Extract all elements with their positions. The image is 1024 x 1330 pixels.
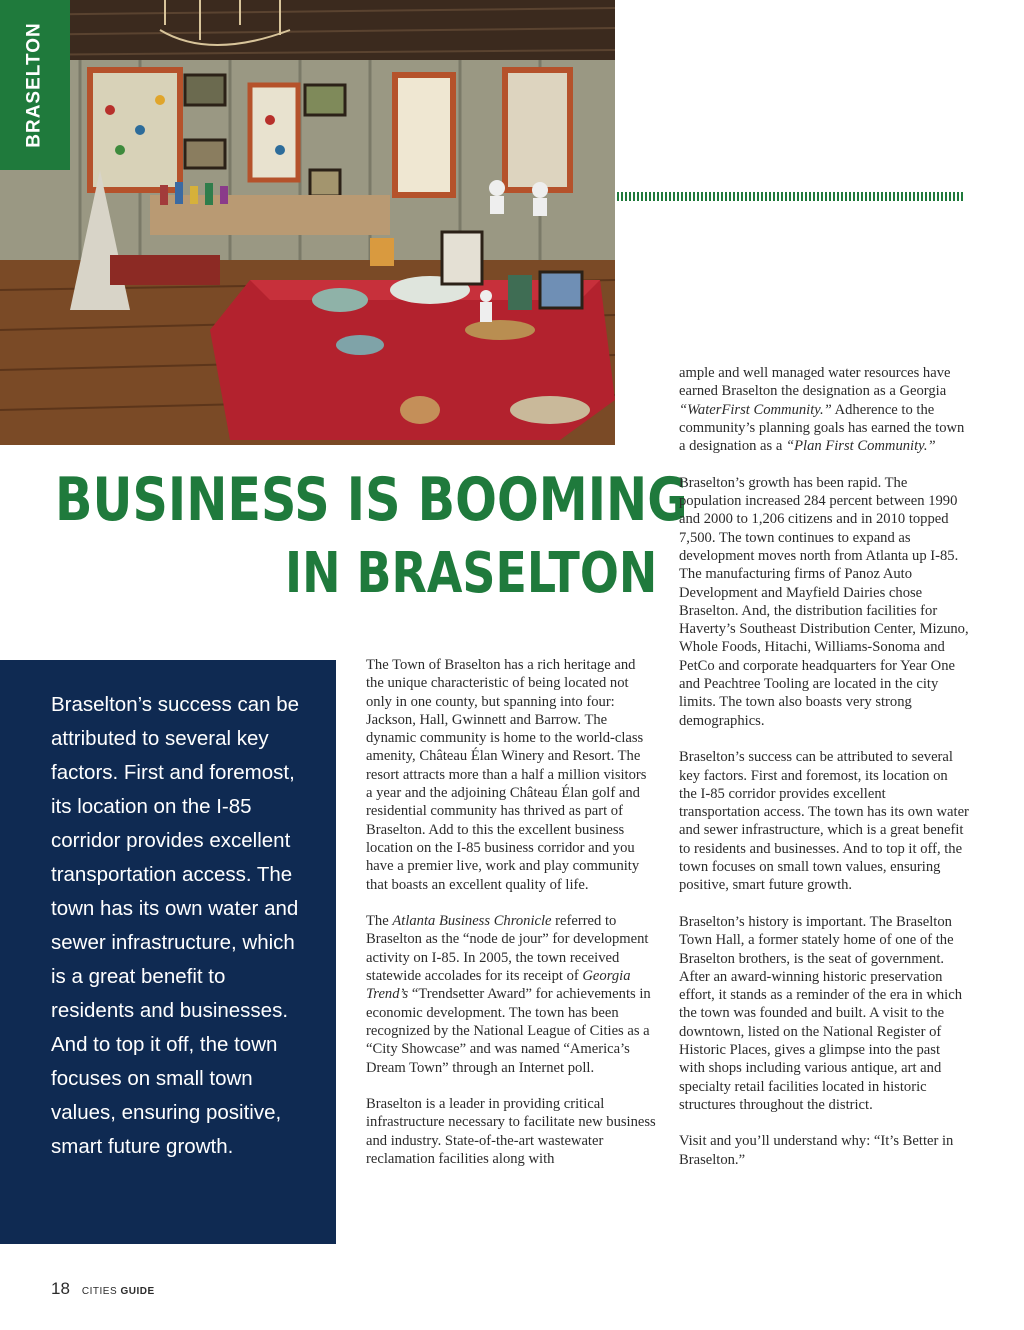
paragraph: Braselton’s history is important. The Braselton Town Hall, a former stately home of one of the Braselton brothers, is the seat of government. After an award-winning historic preservation effort, it stands as a reminder of the era in which the town was founded and built. A visit to the downtown, listed on the National Register of Historic Places, gives a glimpse into the past with shops including various antique, art and specialty retail facilities located in historic structures throughout the district. <box>679 913 962 1113</box>
article-headline <box>55 465 688 606</box>
publication-name: Georgia Trend’s <box>366 968 631 1003</box>
decorative-dashed-rule <box>617 192 963 201</box>
designation-name: “Plan First Community.” <box>786 438 936 455</box>
paragraph: Braselton’s success can be attributed to several key factors. First and foremost, its location on the I-85 corridor provides excellent transportation access. The town has its own water and sewer infrastructure, which is a great benefit to residents and businesses. And to top it off, the town focuses on small town values, ensuring positive, smart future growth. <box>679 749 969 894</box>
pull-quote-text: Braselton’s success can be attributed to several key factors. First and foremost, its location on the I-85 corridor provides excellent transportation access. The town has its own water and sewer infrastructure, which is a great benefit to residents and businesses. And to top it off, the town focuses on small town values, ensuring positive, smart future growth. <box>51 693 300 1158</box>
page-footer <box>51 1279 155 1299</box>
section-tab <box>0 0 70 170</box>
shop-interior-photo <box>0 0 615 445</box>
publication-suffix: GUIDE <box>120 1286 155 1297</box>
paragraph: Braselton is a leader in providing critical infrastructure necessary to facilitate new business and industry. State-of-the-art wastewater reclamation facilities along with <box>366 1096 656 1168</box>
page-number: 18 <box>51 1279 70 1298</box>
publication-name <box>82 1286 155 1297</box>
paragraph: Braselton’s growth has been rapid. The population increased 284 percent between 1990 and 2000 to 1,206 citizens and in 2010 topped 7,500. The town continues to expand as development moves north from Atlanta up I-85. The manufacturing firms of Panoz Auto Development and Mayfield Dairies chose Braselton. And, the distribution facilities for Haverty’s Southeast Distribution Center, Mizuno, Whole Foods, Hitachi, Williams-Sonoma and PetCo and corporate headquarters for Year One and Peachtree Tooling are located in the city limits. The town also boasts very strong demographics. <box>679 474 969 729</box>
paragraph <box>366 912 656 1077</box>
text-run: The <box>366 913 393 930</box>
text-run: referred to Braselton as the “node de jour” for development activity on I-85. In 2005, the town received statewide accolades for its receipt of <box>366 913 649 985</box>
publication-prefix: CITIES <box>81 1286 121 1297</box>
body-column-right <box>679 364 969 1169</box>
publication-name: Atlanta Business Chronicle <box>392 913 552 930</box>
paragraph: Visit and you’ll understand why: “It’s Better in Braselton.” <box>679 1133 954 1168</box>
text-run: ample and well managed water resources have earned Braselton the designation as a Georgia <box>679 365 951 400</box>
section-tab-label: BRASELTON <box>24 22 45 148</box>
paragraph <box>679 364 969 455</box>
text-run: “Trendsetter Award” for achievements in economic development. The town has been recognized by the National League of Cities as a “City Showcase” and was named “America’s Dream Town” through an Internet poll. <box>366 986 651 1076</box>
designation-name: “WaterFirst Community.” <box>679 401 832 418</box>
headline-line-1: BUSINESS IS BOOMING <box>55 465 688 535</box>
headline-line-2: IN BRASELTON <box>285 541 658 606</box>
paragraph: The Town of Braselton has a rich heritage and the unique characteristic of being located not only in one county, but spanning into four: Jackson, Hall, Gwinnett and Barrow. The dynamic community is home to the world-class amenity, Château Élan Winery and Resort. The resort attracts more than a half a million visitors a year and the adjoining Château Élan golf and residential community has thrived as part of Braselton. Add to this the excellent business location on the I-85 business corridor and you have a premier live, work and play community that boasts an excellent quality of life. <box>366 657 647 893</box>
text-run: Adherence to the community’s planning goals has earned the town a designation as a <box>679 401 965 455</box>
body-column-middle <box>366 656 656 1168</box>
pull-quote-box <box>0 660 336 1244</box>
